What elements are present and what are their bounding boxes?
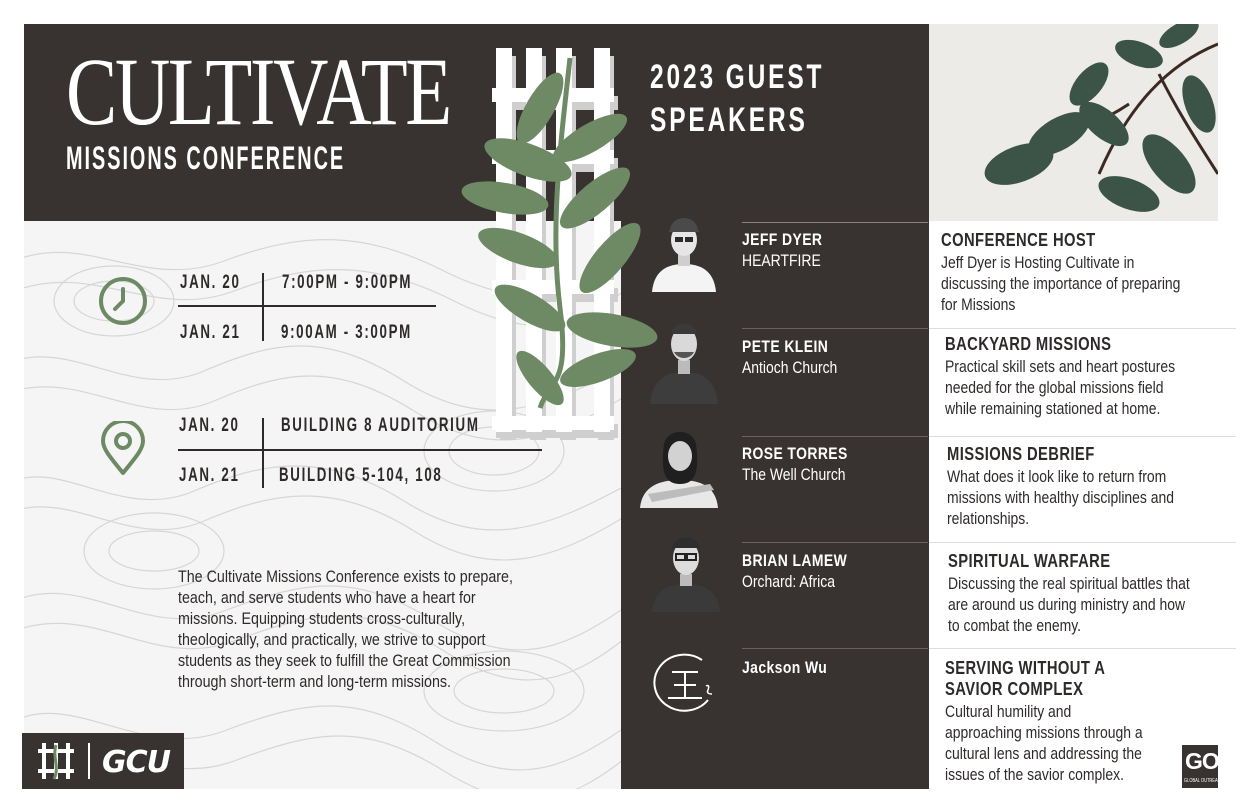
- avatar: [640, 424, 720, 508]
- go-subtitle: GLOBAL OUTREACH: [1184, 778, 1224, 784]
- lattice-branch-decoration: [440, 48, 665, 440]
- location-date-1: JAN. 20: [179, 415, 240, 436]
- time-value-2: 9:00AM - 3:00PM: [281, 322, 412, 343]
- time-divider-vertical: [262, 273, 264, 341]
- session-title: BACKYARD MISSIONS: [945, 334, 1112, 354]
- speaker-name: PETE KLEIN: [742, 337, 829, 356]
- location-value-2: BUILDING 5-104, 108: [279, 465, 443, 486]
- separator: [742, 222, 928, 223]
- speaker-org: Orchard: Africa: [742, 572, 835, 591]
- location-divider-horizontal: [178, 449, 542, 451]
- session-description: Discussing the real spiritual battles that are around us during ministry and how to combat the enemy.: [948, 574, 1190, 635]
- session-title: MISSIONS DEBRIEF: [947, 444, 1095, 464]
- avatar: [650, 530, 722, 612]
- plant-photo: [929, 24, 1218, 221]
- speaker-org: The Well Church: [742, 465, 846, 484]
- speaker-name: ROSE TORRES: [742, 444, 848, 463]
- session-title: SPIRITUAL WARFARE: [948, 551, 1111, 571]
- go-logo: [1182, 745, 1224, 788]
- separator: [742, 436, 928, 437]
- logo-divider: [88, 743, 90, 779]
- separator: [742, 328, 928, 329]
- gcu-wordmark: GCU: [102, 745, 171, 780]
- session-description: Practical skill sets and heart postures needed for the global missions field while remaining stationed at home.: [945, 357, 1176, 418]
- time-divider-horizontal: [178, 305, 436, 307]
- speaker-org: Antioch Church: [742, 358, 838, 377]
- location-pin-icon: [100, 421, 146, 477]
- jackson-wu-logo-icon: [652, 652, 720, 714]
- avatar: [648, 316, 720, 404]
- speaker-name: BRIAN LAMEW: [742, 551, 848, 570]
- separator: [929, 648, 1236, 649]
- separator: [929, 436, 1236, 437]
- time-date-2: JAN. 21: [180, 322, 241, 343]
- time-date-1: JAN. 20: [180, 272, 241, 293]
- avatar: [648, 208, 720, 292]
- session-description: What does it look like to return from missions with healthy disciplines and relationships.: [947, 467, 1175, 528]
- conference-description: The Cultivate Missions Conference exists to prepare, teach, and serve students who have a heart for missions. Equipping students cross-culturally, theologically, and practically, we strive to support students as they seek to fulfill the Great Commission through short-term and long-term missions.: [178, 567, 513, 691]
- location-date-2: JAN. 21: [179, 465, 240, 486]
- separator: [742, 648, 928, 649]
- location-divider-vertical: [262, 418, 264, 488]
- go-wordmark: GO: [1185, 748, 1219, 774]
- session-description: Cultural humility and approaching missions through a cultural lens and addressing the issues of the savior complex.: [945, 702, 1143, 784]
- speaker-name: Jackson Wu: [742, 658, 828, 677]
- separator: [742, 542, 928, 543]
- clock-icon: [98, 276, 148, 326]
- session-title: CONFERENCE HOST: [941, 230, 1096, 250]
- conference-title: CULTIVATE: [66, 38, 450, 145]
- location-value-1: BUILDING 8 AUDITORIUM: [281, 415, 480, 436]
- conference-subtitle: MISSIONS CONFERENCE: [66, 140, 346, 176]
- separator: [929, 328, 1236, 329]
- session-title: SERVING WITHOUT A SAVIOR COMPLEX: [945, 658, 1106, 699]
- lattice-logo-icon: [36, 741, 76, 781]
- speaker-name: JEFF DYER: [742, 230, 823, 249]
- gcu-logo: [22, 733, 184, 789]
- speaker-org: HEARTFIRE: [742, 251, 821, 270]
- separator: [929, 542, 1236, 543]
- speakers-heading: 2023 GUEST SPEAKERS: [650, 58, 825, 139]
- time-value-1: 7:00PM - 9:00PM: [282, 272, 413, 293]
- session-description: Jeff Dyer is Hosting Cultivate in discussing the importance of preparing for Missions: [941, 253, 1181, 314]
